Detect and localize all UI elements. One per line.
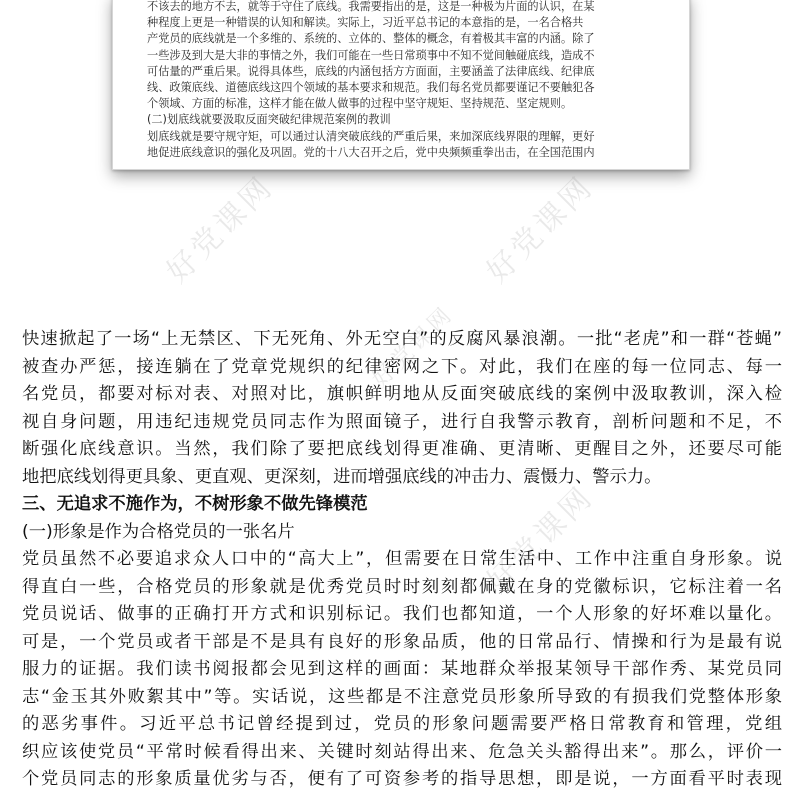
section-heading: 三、无追求不施作为，不树形象不做先锋模范 xyxy=(22,494,368,514)
preview-line: 产党员的底线就是一个多维的、系统的、立体的、整体的概念，有着极其丰富的内涵。除了 xyxy=(147,32,595,46)
document-preview-card xyxy=(112,0,690,170)
paragraph-line: 得直白一些，合格党员的形象就是优秀党员时时刻刻都佩戴在身的党徽标识，它标注着一名 xyxy=(22,576,782,597)
paragraph-line: 快速掀起了一场“上无禁区、下无死角、外无空白”的反腐风暴浪潮。一批“老虎”和一群“苍蝇” xyxy=(22,329,782,349)
document-body xyxy=(22,326,782,794)
watermark: 好党课网 xyxy=(480,479,601,600)
preview-line: 个领域、方面的标准，这样才能在做人做事的过程中坚守规矩、坚持规范、坚定规则。 xyxy=(147,97,573,111)
preview-line: 种程度上更是一种错误的认知和解读。实际上，习近平总书记的本意指的是，一名合格共 xyxy=(147,16,584,30)
paragraph-line: 地把底线划得更具象、更直观、更深刻，进而增强底线的冲击力、震慑力、警示力。 xyxy=(22,466,662,487)
watermark: 好党课网 xyxy=(367,301,460,393)
paragraph-line: 的恶劣事件。习近平总书记曾经提到过，党员的形象问题需要严格日常教育和管理，党组 xyxy=(22,714,782,734)
paragraph-line: 可是，一个党员或者干部是不是具有良好的形象品质，他的日常品行、情操和行为是最有说 xyxy=(22,631,782,652)
paragraph-line: 党员说话、做事的正确打开方式和识别标记。我们也都知道，一个人形象的好坏难以量化。 xyxy=(22,604,782,624)
preview-subheading: (二)划底线就要汲取反面突破纪律规范案例的教训 xyxy=(147,113,391,127)
preview-line: 一些涉及到大是大非的事情之外，我们可能在一些日常琐事中不知不觉间触碰底线，造成不 xyxy=(147,48,595,62)
paragraph-line: 名党员，都要对标对表、对照对比，旗帜鲜明地从反面突破底线的案例中汲取教训，深入检 xyxy=(22,384,782,404)
paragraph-line: 视自身问题，用违纪违规党员同志作为照面镜子，进行自我警示教育，剖析问题和不足，不 xyxy=(22,411,782,432)
paragraph-line: 志“金玉其外败絮其中”等。实话说，这些都是不注意党员形象所导致的有损我们党整体形象 xyxy=(22,686,782,707)
paragraph-line: 被查办严惩，接连躺在了党章党规织的纪律密网之下。对此，我们在座的每一位同志、每一 xyxy=(22,356,782,377)
watermark: 好党课网 xyxy=(480,169,601,290)
watermark: 好党课网 xyxy=(160,169,281,290)
paragraph-line: 织应该使党员“平常时候看得出来、关键时刻站得出来、危急关头豁得出来”。那么，评价一 xyxy=(22,741,782,762)
preview-line: 不该去的地方不去，就等于守住了底线。我需要指出的是，这是一种极为片面的认识，在某 xyxy=(147,0,595,13)
preview-line: 可估量的严重后果。说得具体些，底线的内涵包括方方面面，主要涵盖了法律底线、纪律底 xyxy=(147,64,595,78)
preview-line: 地促进底线意识的强化及巩固。党的十八大召开之后，党中央频频重拳出击，在全国范围内 xyxy=(147,145,595,159)
preview-line: 线、政策底线、道德底线这四个领域的基本要求和规范。我们每名党员都要谨记不要触犯各 xyxy=(147,80,595,94)
paragraph-line: 断强化底线意识。当然，我们除了要把底线划得更准确、更清晰、更醒目之外，还要尽可能 xyxy=(22,439,782,459)
subsection-heading: (一)形象是作为合格党员的一张名片 xyxy=(22,521,295,542)
paragraph-line: 个党员同志的形象质量优劣与否，便有了可资参考的指导思想，即是说，一方面看平时表现 xyxy=(22,769,782,789)
paragraph-line: 服力的证据。我们读书阅报都会见到这样的画面：某地群众举报某领导干部作秀、某党员同 xyxy=(22,659,782,679)
preview-line: 划底线就是要守规守矩，可以通过认清突破底线的严重后果，来加深底线界限的理解，更好 xyxy=(147,129,595,143)
paragraph-line: 党员虽然不必要追求众人口中的“高大上”，但需要在日常生活中、工作中注重自身形象。说 xyxy=(22,549,782,569)
